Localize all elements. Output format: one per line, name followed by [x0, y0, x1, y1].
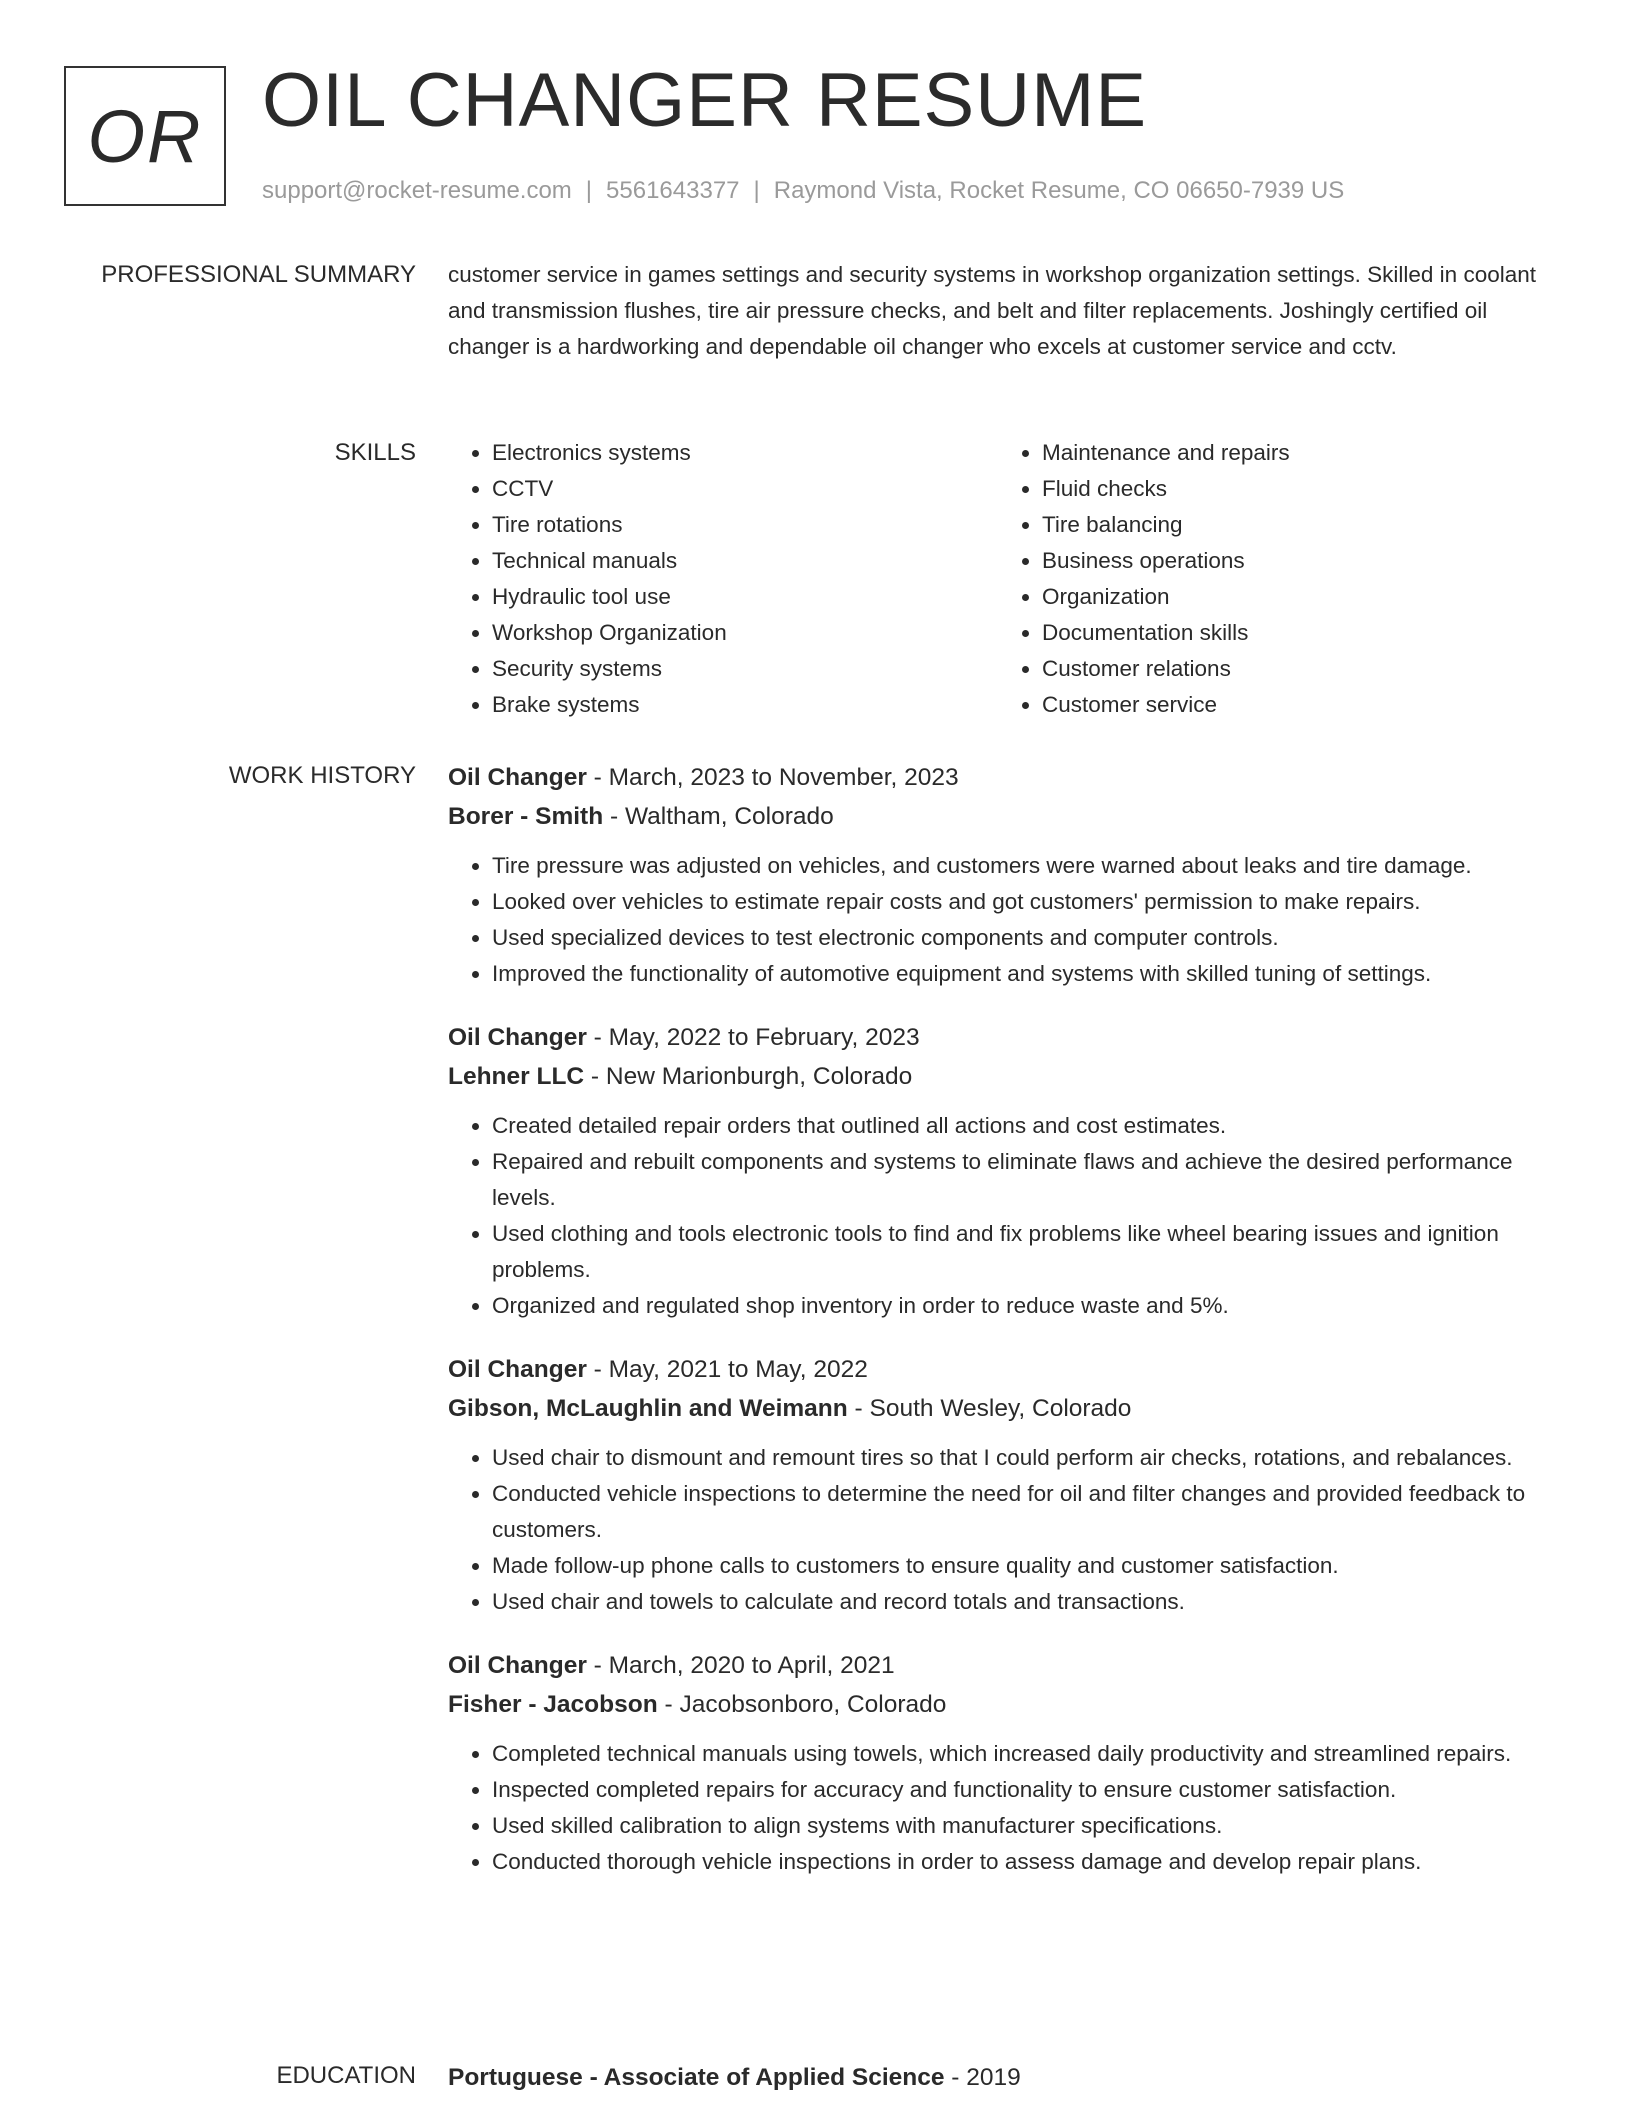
education-heading: EDUCATION [276, 2062, 416, 2089]
job-company: Borer - Smith [448, 803, 604, 830]
job-title-line [448, 1350, 1548, 1389]
job-location: - New Marionburgh, Colorado [584, 1063, 913, 1090]
contact-email: support@rocket-resume.com [262, 177, 572, 204]
job-entry [448, 1018, 1548, 1324]
skill-item: • Business operations [1042, 543, 1548, 579]
job-location: - Waltham, Colorado [603, 803, 834, 830]
job-title-line [448, 1646, 1548, 1685]
job-dates: - May, 2021 to May, 2022 [586, 1356, 868, 1383]
skill-item: • Hydraulic tool use [492, 579, 998, 615]
contact-separator: | [753, 177, 760, 204]
job-company-line [448, 1057, 1548, 1096]
skill-item: • Tire balancing [1042, 507, 1548, 543]
education-degree-line [448, 2058, 1548, 2097]
job-company-line [448, 797, 1548, 836]
skill-item: • Customer relations [1042, 651, 1548, 687]
job-duty: • Looked over vehicles to estimate repair costs and got customers' permission to make repairs. [492, 884, 1548, 920]
job-duty: • Inspected completed repairs for accuracy and functionality to ensure customer satisfaction. [492, 1772, 1548, 1808]
job-duties [448, 1736, 1548, 1880]
skill-item: • Organization [1042, 579, 1548, 615]
job-duty: • Made follow-up phone calls to customers to ensure quality and customer satisfaction. [492, 1548, 1548, 1584]
job-duty: • Improved the functionality of automotive equipment and systems with skilled tuning of settings. [492, 956, 1548, 992]
skill-item: • Brake systems [492, 687, 998, 723]
skill-item: • Security systems [492, 651, 998, 687]
education-year: - 2019 [944, 2064, 1021, 2091]
job-duty: • Conducted vehicle inspections to determine the need for oil and filter changes and provided feedback to customers. [492, 1476, 1548, 1548]
job-duty: • Used chair to dismount and remount tires so that I could perform air checks, rotations, and rebalances. [492, 1440, 1548, 1476]
job-duty: • Conducted thorough vehicle inspections in order to assess damage and develop repair plans. [492, 1844, 1548, 1880]
job-company: Gibson, McLaughlin and Weimann [448, 1395, 848, 1422]
skills-list-right [998, 435, 1548, 723]
contact-phone: 5561643377 [606, 177, 740, 204]
job-location: - Jacobsonboro, Colorado [657, 1691, 947, 1718]
skill-item: • CCTV [492, 471, 998, 507]
job-duty: • Organized and regulated shop inventory in order to reduce waste and 5%. [492, 1288, 1548, 1324]
education-degree: Portuguese - Associate of Applied Science [448, 2064, 945, 2091]
job-duty: • Completed technical manuals using towels, which increased daily productivity and streamlined repairs. [492, 1736, 1548, 1772]
job-title: Oil Changer [448, 764, 587, 791]
skill-item: • Documentation skills [1042, 615, 1548, 651]
skills-heading: SKILLS [334, 439, 416, 466]
job-dates: - March, 2023 to November, 2023 [586, 764, 959, 791]
contact-separator: | [585, 177, 593, 204]
contact-address: Raymond Vista, Rocket Resume, CO 06650-7939 US [773, 177, 1345, 204]
job-duty: • Used clothing and tools electronic tools to find and fix problems like wheel bearing issues and ignition problems. [492, 1216, 1548, 1288]
skills-list-left [448, 435, 998, 723]
job-title: Oil Changer [448, 1652, 587, 1679]
skill-item: • Maintenance and repairs [1042, 435, 1548, 471]
skill-item: • Technical manuals [492, 543, 998, 579]
job-location: - South Wesley, Colorado [847, 1395, 1132, 1422]
job-duty: • Tire pressure was adjusted on vehicles, and customers were warned about leaks and tire damage. [492, 848, 1548, 884]
skill-item: • Customer service [1042, 687, 1548, 723]
job-duty: • Used chair and towels to calculate and record totals and transactions. [492, 1584, 1548, 1620]
job-company-line [448, 1685, 1548, 1724]
job-title-line [448, 758, 1548, 797]
job-entry [448, 1350, 1548, 1620]
skill-item: • Electronics systems [492, 435, 998, 471]
job-company: Fisher - Jacobson [448, 1691, 658, 1718]
work-history-heading: WORK HISTORY [228, 762, 416, 789]
job-title: Oil Changer [448, 1356, 587, 1383]
job-title: Oil Changer [448, 1024, 587, 1051]
job-duty: • Repaired and rebuilt components and systems to eliminate flaws and achieve the desired performance levels. [492, 1144, 1548, 1216]
job-duty: • Used specialized devices to test electronic components and computer controls. [492, 920, 1548, 956]
job-duty: • Created detailed repair orders that outlined all actions and cost estimates. [492, 1108, 1548, 1144]
job-company-line [448, 1389, 1548, 1428]
resume-title: OIL CHANGER RESUME [262, 58, 1148, 143]
skill-item: • Tire rotations [492, 507, 998, 543]
job-duties [448, 1108, 1548, 1324]
job-title-line [448, 1018, 1548, 1057]
skill-item: • Fluid checks [1042, 471, 1548, 507]
summary-text: customer service in games settings and security systems in workshop organization settings. Skilled in coolant and transmission flushes, tire air pressure checks, and belt and filter replacements. Joshingly certified oil changer is a hardworking and dependable oil changer who excels at customer service and cctv. [448, 262, 1536, 359]
job-duties [448, 848, 1548, 992]
job-dates: - May, 2022 to February, 2023 [586, 1024, 920, 1051]
contact-line [262, 176, 1344, 206]
job-duty: • Used skilled calibration to align systems with manufacturer specifications. [492, 1808, 1548, 1844]
summary-heading: PROFESSIONAL SUMMARY [101, 261, 416, 288]
job-dates: - March, 2020 to April, 2021 [586, 1652, 895, 1679]
job-duties [448, 1440, 1548, 1620]
job-entry [448, 758, 1548, 992]
monogram-initials: OR [87, 94, 203, 178]
job-company: Lehner LLC [448, 1063, 585, 1090]
job-entry [448, 1646, 1548, 1880]
skill-item: • Workshop Organization [492, 615, 998, 651]
monogram-box [64, 66, 226, 206]
